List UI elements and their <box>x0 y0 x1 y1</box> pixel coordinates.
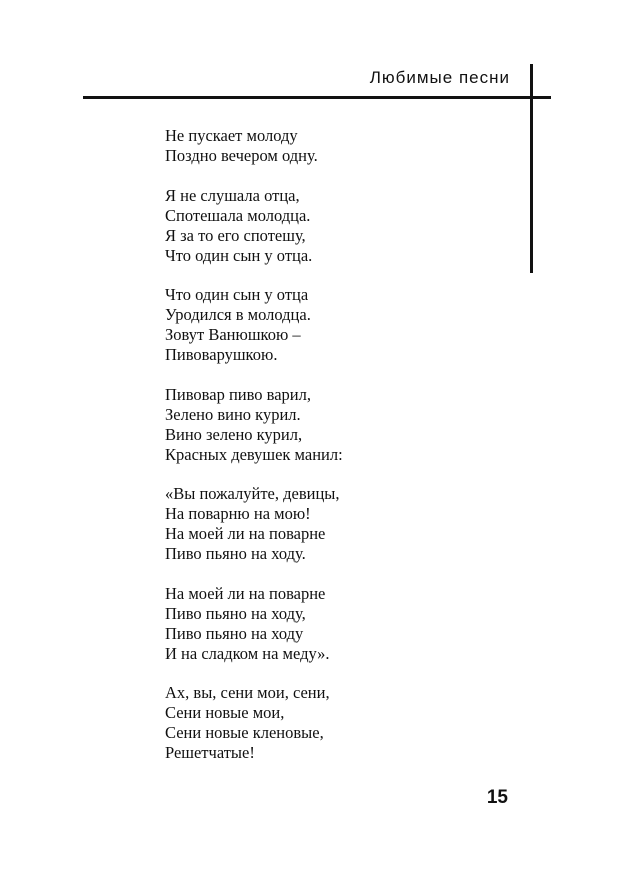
poem-line: Пиво пьяно на ходу. <box>165 544 306 563</box>
poem-line: Вино зелено курил, <box>165 424 303 444</box>
poem-line: Сени новые мои, <box>165 703 285 722</box>
poem-line: Спотешала молодца. <box>165 205 311 225</box>
page-number: 15 <box>486 787 508 808</box>
stanza <box>165 385 343 465</box>
stanza <box>165 126 343 166</box>
poem-line: На моей ли на поварне <box>165 524 326 543</box>
header-rule <box>83 96 551 99</box>
poem-line: Решетчатые! <box>165 743 255 762</box>
poem-line: Я не слушала отца, <box>165 185 300 205</box>
poem-line: Пиво пьяно на ходу, <box>165 603 306 623</box>
poem-line: Поздно вечером одну. <box>165 146 318 165</box>
poem-line: «Вы пожалуйте, девицы, <box>165 484 340 503</box>
poem-line: Что один сын у отца <box>165 285 309 304</box>
poem-line: И на сладком на меду». <box>165 643 330 663</box>
poem-line: Сени новые кленовые, <box>165 723 324 742</box>
poem-line: Зовут Ванюшкою – <box>165 325 301 344</box>
margin-rule <box>530 64 533 273</box>
stanza <box>165 683 343 763</box>
poem-line: Уродился в молодца. <box>165 305 311 324</box>
stanza <box>165 285 343 365</box>
poem-line: Я за то его спотешу, <box>165 225 306 245</box>
poem-text <box>165 126 343 763</box>
running-title: Любимые песни <box>369 68 510 87</box>
stanza <box>165 484 343 564</box>
poem-line: Пивовар пиво варил, <box>165 384 311 404</box>
poem-line: Не пускает молоду <box>165 126 298 145</box>
stanza <box>165 584 343 664</box>
poem-line: Что один сын у отца. <box>165 245 313 265</box>
poem-line: Красных девушек манил: <box>165 444 343 464</box>
poem-line: Пивоварушкою. <box>165 345 278 364</box>
poem-line: Пиво пьяно на ходу <box>165 623 304 643</box>
poem-line: Зелено вино курил. <box>165 404 301 424</box>
poem-line: На моей ли на поварне <box>165 583 326 603</box>
stanza <box>165 186 343 266</box>
poem-line: Ах, вы, сени мои, сени, <box>165 683 330 702</box>
poem-line: На поварню на мою! <box>165 504 311 523</box>
